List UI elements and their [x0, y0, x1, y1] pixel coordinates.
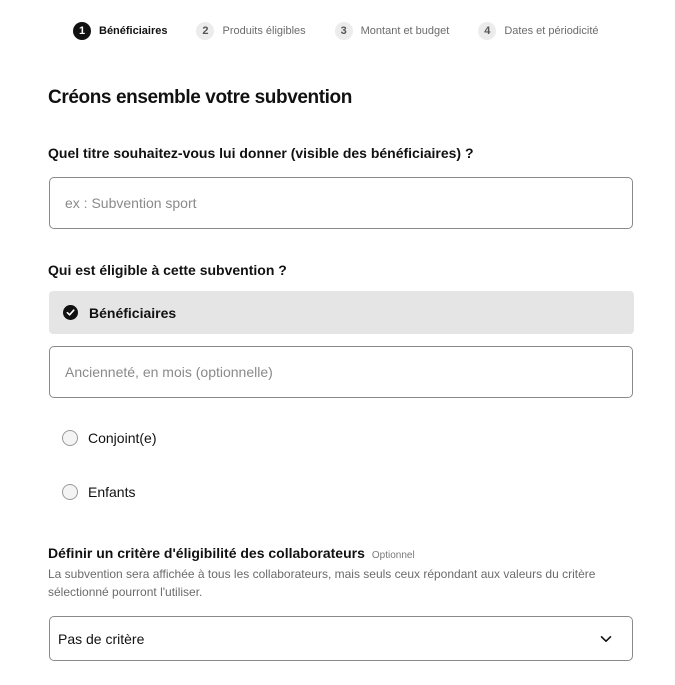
page-title: Créons ensemble votre subvention: [48, 87, 352, 108]
step-number: 4: [478, 22, 496, 40]
chevron-down-icon: [600, 630, 612, 648]
criterion-select[interactable]: [49, 616, 633, 661]
radio-unchecked-icon: [62, 430, 78, 446]
step-number: 2: [196, 22, 214, 40]
step-label: Dates et périodicité: [504, 25, 599, 37]
step-amount-budget[interactable]: [335, 22, 450, 40]
radio-unchecked-icon: [62, 484, 78, 500]
check-icon: [63, 305, 78, 320]
step-eligible-products[interactable]: [196, 22, 305, 40]
title-question-label: Quel titre souhaitez-vous lui donner (visible des bénéficiaires) ?: [48, 145, 474, 161]
beneficiaries-label: Bénéficiaires: [89, 304, 177, 321]
criterion-description: La subvention sera affichée à tous les collaborateurs, mais seuls ceux répondant aux valeurs du critère sélectionné pourront l'utiliser.: [48, 567, 596, 599]
criterion-header: [48, 545, 415, 561]
children-option[interactable]: [62, 484, 135, 500]
seniority-input[interactable]: [49, 346, 633, 398]
beneficiaries-checkbox[interactable]: [49, 291, 634, 334]
spouse-option[interactable]: [62, 430, 156, 446]
eligibility-question-label: Qui est éligible à cette subvention ?: [48, 262, 287, 278]
criterion-selected-value: Pas de critère: [58, 630, 145, 647]
step-label: Bénéficiaires: [99, 25, 168, 37]
step-dates-periodicity[interactable]: [478, 22, 598, 40]
step-number: 1: [73, 22, 91, 40]
spouse-label: Conjoint(e): [88, 430, 157, 446]
step-label: Montant et budget: [360, 25, 450, 37]
progress-stepper: [73, 22, 628, 40]
step-beneficiaries[interactable]: [73, 22, 167, 40]
step-number: 3: [335, 22, 353, 40]
optional-tag: Optionnel: [371, 550, 415, 561]
subsidy-title-input[interactable]: [49, 177, 633, 229]
criterion-title: Définir un critère d'éligibilité des collaborateurs: [48, 545, 365, 561]
step-label: Produits éligibles: [222, 25, 306, 37]
children-label: Enfants: [88, 484, 136, 500]
